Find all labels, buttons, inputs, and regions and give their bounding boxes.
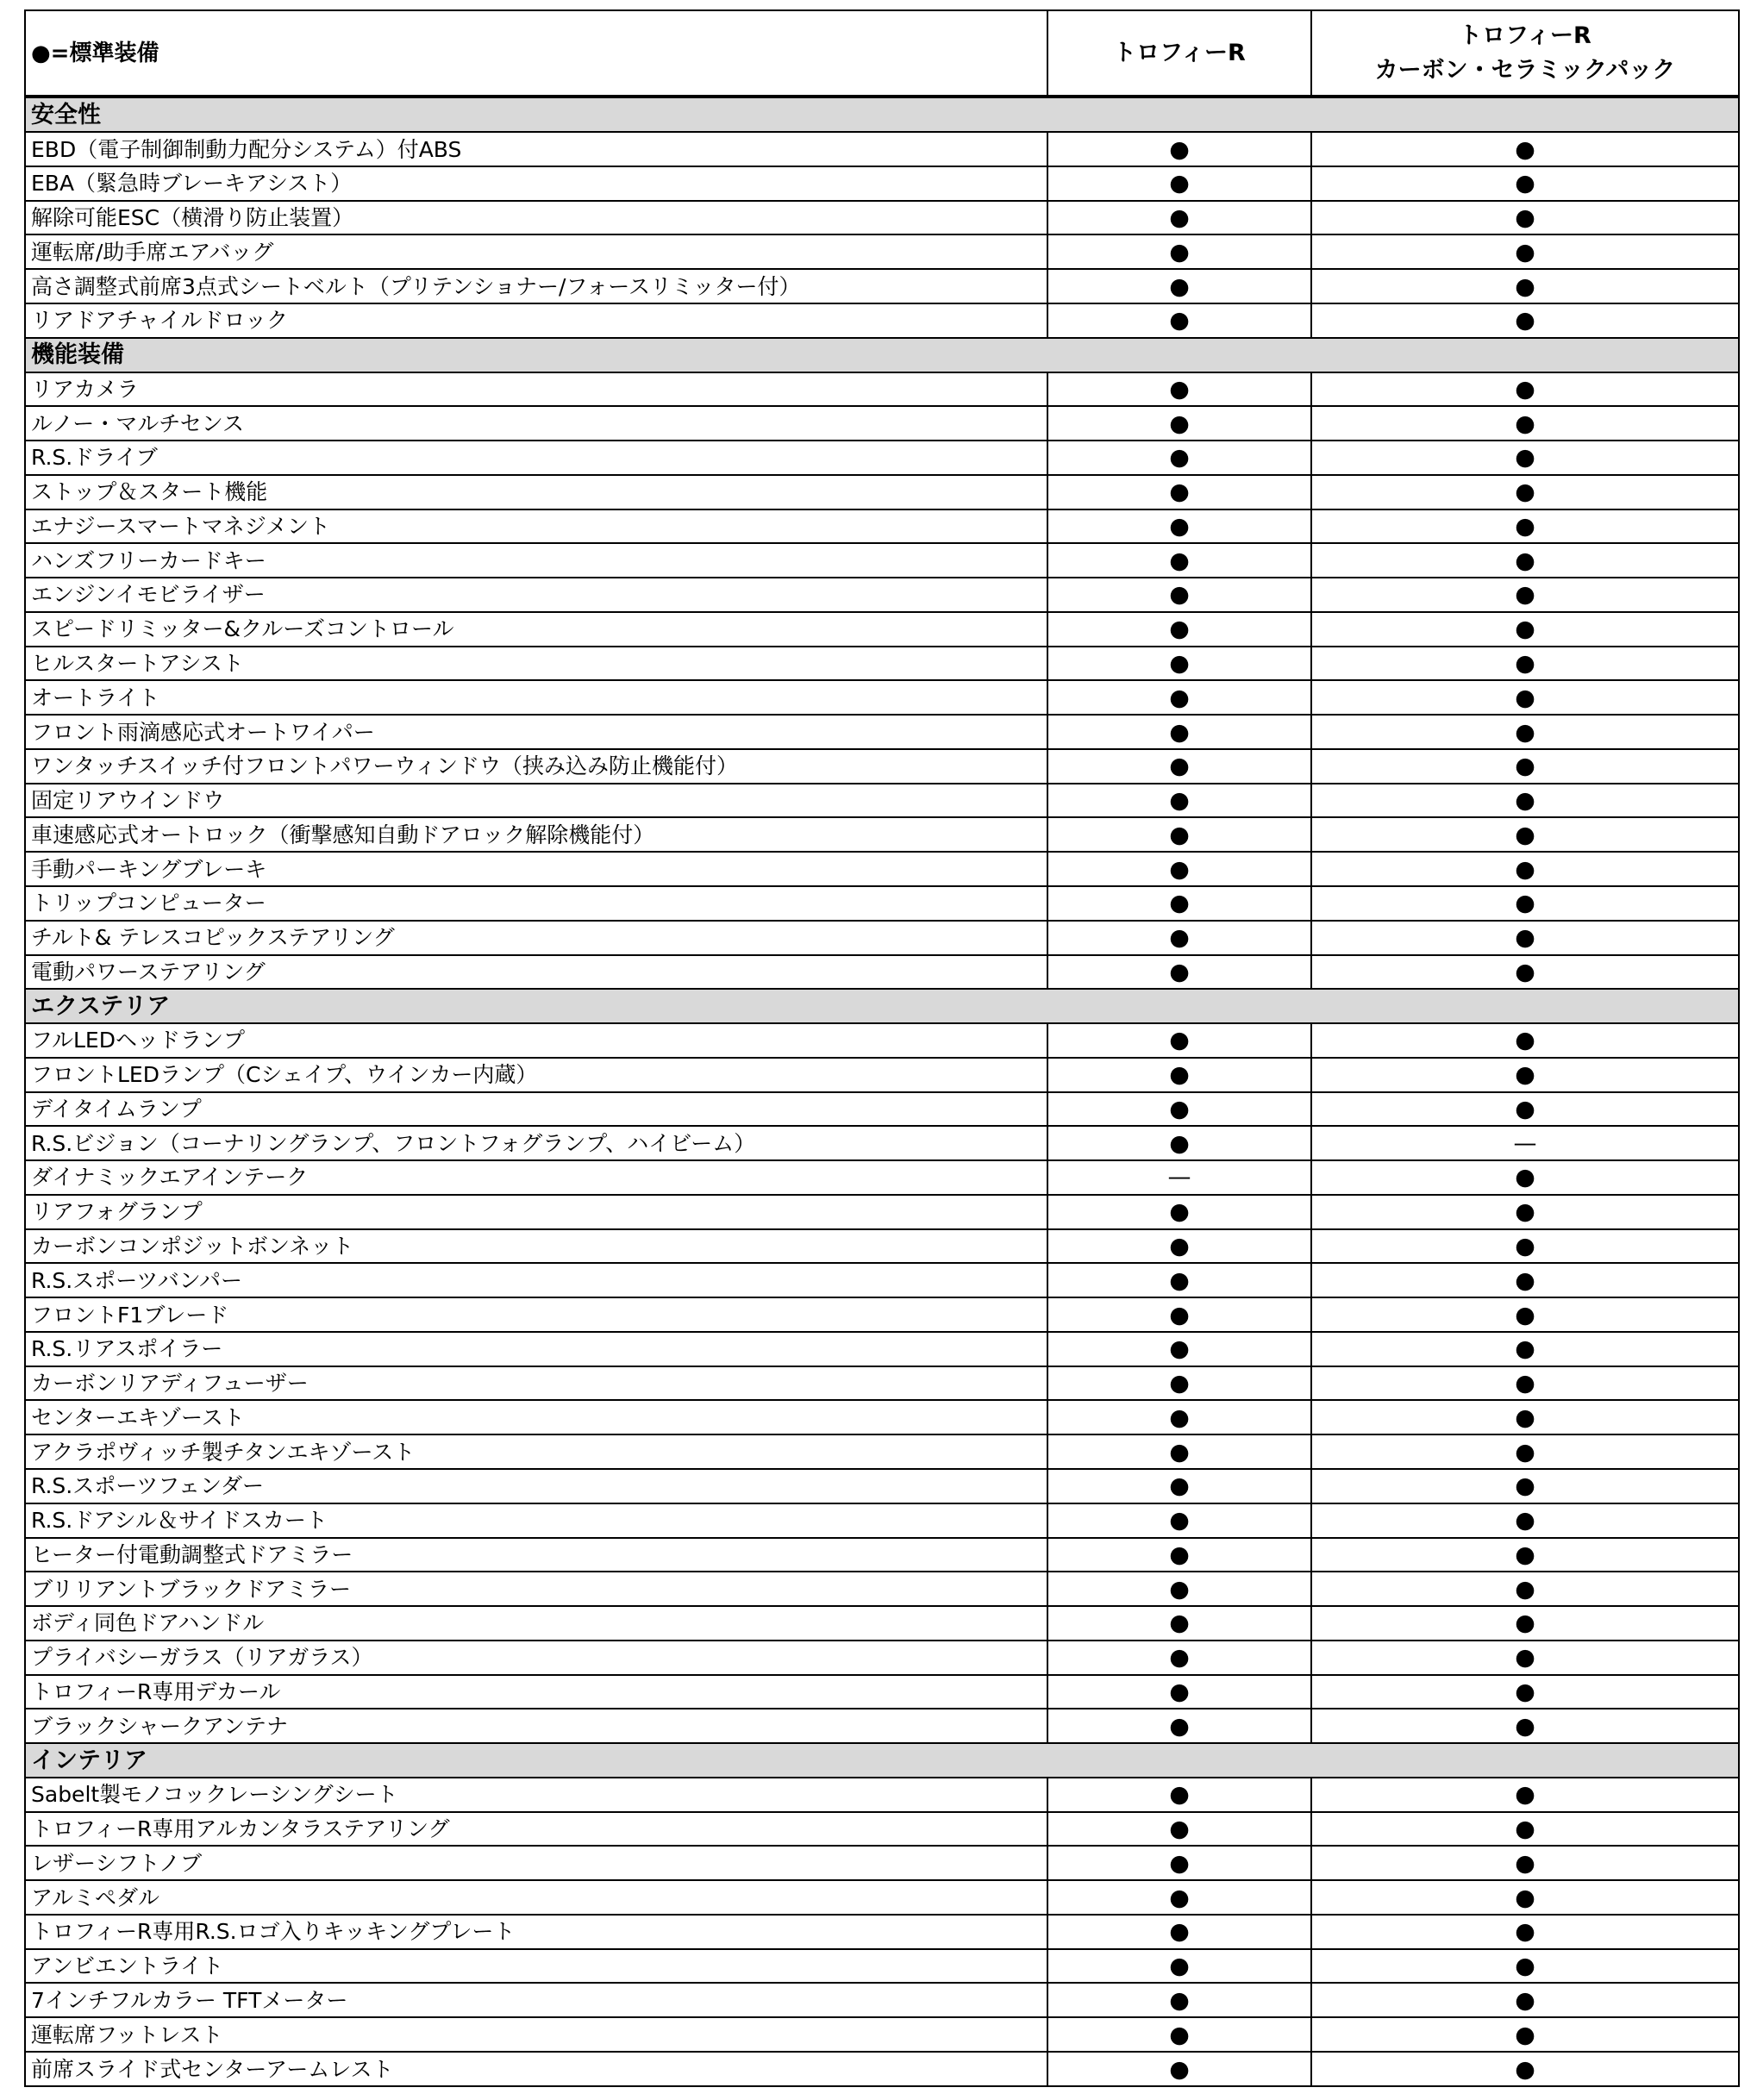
carbon-ceramic-mark: ● xyxy=(1311,921,1739,955)
carbon-ceramic-mark: ● xyxy=(1311,1983,1739,2017)
trophy-r-mark: ● xyxy=(1047,1880,1311,1915)
table-row xyxy=(25,784,1739,818)
carbon-ceramic-mark: ● xyxy=(1311,1400,1739,1434)
carbon-ceramic-mark: ● xyxy=(1311,817,1739,852)
carbon-ceramic-mark: ● xyxy=(1311,1675,1739,1709)
trophy-r-mark: ● xyxy=(1047,1983,1311,2017)
equipment-label: ブラックシャークアンテナ xyxy=(25,1709,1047,1743)
trophy-r-mark: ● xyxy=(1047,1503,1311,1538)
trophy-r-mark: ● xyxy=(1047,1606,1311,1641)
trophy-r-mark: ● xyxy=(1047,715,1311,749)
table-row xyxy=(25,1606,1739,1641)
equipment-label: 7インチフルカラー TFTメーター xyxy=(25,1983,1047,2017)
table-row xyxy=(25,852,1739,886)
trophy-r-mark: ● xyxy=(1047,201,1311,235)
section-header-functional-equipment xyxy=(25,338,1739,372)
carbon-ceramic-mark: ● xyxy=(1311,1812,1739,1847)
table-row xyxy=(25,441,1739,475)
equipment-label: 運転席/助手席エアバッグ xyxy=(25,234,1047,269)
trophy-r-mark: ● xyxy=(1047,1126,1311,1160)
carbon-ceramic-mark: ● xyxy=(1311,166,1739,201)
equipment-label: 高さ調整式前席3点式シートベルト（プリテンショナー/フォースリミッター付） xyxy=(25,269,1047,303)
equipment-label: レザーシフトノブ xyxy=(25,1846,1047,1880)
section-header-exterior xyxy=(25,989,1739,1023)
carbon-ceramic-mark: ● xyxy=(1311,1366,1739,1401)
trophy-r-mark: ● xyxy=(1047,647,1311,681)
trophy-r-mark: ● xyxy=(1047,1709,1311,1743)
equipment-label: センターエキゾースト xyxy=(25,1400,1047,1434)
table-row xyxy=(25,303,1739,338)
equipment-label: ダイナミックエアインテーク xyxy=(25,1160,1047,1195)
trophy-r-mark: ● xyxy=(1047,441,1311,475)
carbon-ceramic-mark: ● xyxy=(1311,578,1739,612)
table-row xyxy=(25,612,1739,647)
carbon-ceramic-mark: ● xyxy=(1311,647,1739,681)
equipment-label: プライバシーガラス（リアガラス） xyxy=(25,1641,1047,1675)
carbon-ceramic-mark: ● xyxy=(1311,475,1739,509)
equipment-label: リアカメラ xyxy=(25,372,1047,407)
trophy-r-mark: ● xyxy=(1047,1023,1311,1058)
carbon-ceramic-mark: ● xyxy=(1311,1846,1739,1880)
trophy-r-mark: ● xyxy=(1047,1469,1311,1503)
trophy-r-mark: ● xyxy=(1047,132,1311,166)
table-row xyxy=(25,886,1739,921)
equipment-label: デイタイムランプ xyxy=(25,1092,1047,1127)
trophy-r-mark: ● xyxy=(1047,1572,1311,1606)
trophy-r-mark: ● xyxy=(1047,475,1311,509)
equipment-label: 電動パワーステアリング xyxy=(25,955,1047,990)
carbon-ceramic-mark: ● xyxy=(1311,2052,1739,2086)
trophy-r-mark: ● xyxy=(1047,1434,1311,1469)
trophy-r-mark: ● xyxy=(1047,1915,1311,1949)
table-row xyxy=(25,166,1739,201)
section-title: 機能装備 xyxy=(25,338,1739,372)
carbon-ceramic-mark: ● xyxy=(1311,852,1739,886)
trophy-r-mark: ● xyxy=(1047,1778,1311,1812)
equipment-label: フロント雨滴感応式オートワイパー xyxy=(25,715,1047,749)
equipment-label: フロントF1ブレード xyxy=(25,1297,1047,1332)
trophy-r-mark: ● xyxy=(1047,578,1311,612)
trophy-r-mark: ● xyxy=(1047,817,1311,852)
table-row xyxy=(25,1949,1739,1984)
column-header-carbon-line1: トロフィーR xyxy=(1459,22,1591,50)
equipment-label: トロフィーR専用アルカンタラステアリング xyxy=(25,1812,1047,1847)
carbon-ceramic-mark: ● xyxy=(1311,784,1739,818)
section-title: 安全性 xyxy=(25,97,1739,132)
equipment-spec-table xyxy=(24,9,1740,2087)
table-row xyxy=(25,1092,1739,1127)
carbon-ceramic-mark: ● xyxy=(1311,955,1739,990)
trophy-r-mark: ● xyxy=(1047,1092,1311,1127)
table-row xyxy=(25,406,1739,441)
table-row xyxy=(25,817,1739,852)
equipment-label: ヒルスタートアシスト xyxy=(25,647,1047,681)
trophy-r-mark: ● xyxy=(1047,749,1311,784)
table-row xyxy=(25,1709,1739,1743)
table-row xyxy=(25,1641,1739,1675)
table-row xyxy=(25,1915,1739,1949)
table-row xyxy=(25,1572,1739,1606)
table-row xyxy=(25,921,1739,955)
equipment-label: アクラポヴィッチ製チタンエキゾースト xyxy=(25,1434,1047,1469)
equipment-label: 車速感応式オートロック（衝撃感知自動ドアロック解除機能付） xyxy=(25,817,1047,852)
equipment-label: R.S.ビジョン（コーナリングランプ、フロントフォグランプ、ハイビーム） xyxy=(25,1126,1047,1160)
carbon-ceramic-mark: ● xyxy=(1311,132,1739,166)
table-row xyxy=(25,680,1739,715)
equipment-label: 前席スライド式センターアームレスト xyxy=(25,2052,1047,2086)
equipment-label: EBA（緊急時ブレーキアシスト） xyxy=(25,166,1047,201)
equipment-label: 手動パーキングブレーキ xyxy=(25,852,1047,886)
table-row xyxy=(25,1366,1739,1401)
equipment-label: アンビエントライト xyxy=(25,1949,1047,1984)
table-row xyxy=(25,1983,1739,2017)
equipment-label: カーボンコンポジットボンネット xyxy=(25,1229,1047,1264)
table-row xyxy=(25,2052,1739,2086)
equipment-label: Sabelt製モノコックレーシングシート xyxy=(25,1778,1047,1812)
carbon-ceramic-mark: ● xyxy=(1311,234,1739,269)
table-row xyxy=(25,749,1739,784)
trophy-r-mark: ● xyxy=(1047,1538,1311,1572)
carbon-ceramic-mark: ● xyxy=(1311,1915,1739,1949)
equipment-label: 運転席フットレスト xyxy=(25,2017,1047,2052)
trophy-r-mark: ● xyxy=(1047,886,1311,921)
column-header-trophy-r-label: トロフィーR xyxy=(1113,39,1246,66)
trophy-r-mark: ● xyxy=(1047,1675,1311,1709)
table-row xyxy=(25,955,1739,990)
equipment-label: R.S.スポーツフェンダー xyxy=(25,1469,1047,1503)
equipment-label: チルト& テレスコピックステアリング xyxy=(25,921,1047,955)
carbon-ceramic-mark: ● xyxy=(1311,406,1739,441)
equipment-label: ルノー・マルチセンス xyxy=(25,406,1047,441)
carbon-ceramic-mark: ● xyxy=(1311,1949,1739,1984)
carbon-ceramic-mark: ● xyxy=(1311,303,1739,338)
column-header-trophy-r xyxy=(1047,10,1311,97)
table-row xyxy=(25,1778,1739,1812)
table-row xyxy=(25,1434,1739,1469)
equipment-label: オートライト xyxy=(25,680,1047,715)
table-row xyxy=(25,1023,1739,1058)
equipment-label: カーボンリアディフューザー xyxy=(25,1366,1047,1401)
spec-table-body xyxy=(25,10,1739,2086)
equipment-label: R.S.スポーツバンパー xyxy=(25,1263,1047,1297)
table-row xyxy=(25,1126,1739,1160)
carbon-ceramic-mark: — xyxy=(1311,1126,1739,1160)
carbon-ceramic-mark: ● xyxy=(1311,1195,1739,1229)
carbon-ceramic-mark: ● xyxy=(1311,1469,1739,1503)
table-row xyxy=(25,1195,1739,1229)
carbon-ceramic-mark: ● xyxy=(1311,1709,1739,1743)
trophy-r-mark: ● xyxy=(1047,1195,1311,1229)
table-row xyxy=(25,509,1739,544)
table-row xyxy=(25,1846,1739,1880)
equipment-label: R.S.ドアシル＆サイドスカート xyxy=(25,1503,1047,1538)
table-row xyxy=(25,715,1739,749)
trophy-r-mark: ● xyxy=(1047,2052,1311,2086)
carbon-ceramic-mark: ● xyxy=(1311,201,1739,235)
trophy-r-mark: ● xyxy=(1047,1812,1311,1847)
section-header-safety xyxy=(25,97,1739,132)
table-row xyxy=(25,1263,1739,1297)
carbon-ceramic-mark: ● xyxy=(1311,1092,1739,1127)
trophy-r-mark: — xyxy=(1047,1160,1311,1195)
trophy-r-mark: ● xyxy=(1047,680,1311,715)
table-row xyxy=(25,1675,1739,1709)
table-row xyxy=(25,475,1739,509)
equipment-label: スピードリミッター&クルーズコントロール xyxy=(25,612,1047,647)
trophy-r-mark: ● xyxy=(1047,1058,1311,1092)
trophy-r-mark: ● xyxy=(1047,612,1311,647)
carbon-ceramic-mark: ● xyxy=(1311,1263,1739,1297)
table-row xyxy=(25,1538,1739,1572)
trophy-r-mark: ● xyxy=(1047,921,1311,955)
table-row xyxy=(25,1469,1739,1503)
carbon-ceramic-mark: ● xyxy=(1311,1778,1739,1812)
table-row xyxy=(25,1503,1739,1538)
table-row xyxy=(25,372,1739,407)
equipment-label: フロントLEDランプ（Cシェイプ、ウインカー内蔵） xyxy=(25,1058,1047,1092)
table-row xyxy=(25,269,1739,303)
carbon-ceramic-mark: ● xyxy=(1311,749,1739,784)
carbon-ceramic-mark: ● xyxy=(1311,1023,1739,1058)
trophy-r-mark: ● xyxy=(1047,406,1311,441)
equipment-label: トリップコンピューター xyxy=(25,886,1047,921)
trophy-r-mark: ● xyxy=(1047,234,1311,269)
trophy-r-mark: ● xyxy=(1047,1263,1311,1297)
carbon-ceramic-mark: ● xyxy=(1311,1880,1739,1915)
carbon-ceramic-mark: ● xyxy=(1311,1058,1739,1092)
equipment-label: エナジースマートマネジメント xyxy=(25,509,1047,544)
table-row xyxy=(25,1058,1739,1092)
carbon-ceramic-mark: ● xyxy=(1311,612,1739,647)
carbon-ceramic-mark: ● xyxy=(1311,1606,1739,1641)
equipment-label: ストップ＆スタート機能 xyxy=(25,475,1047,509)
equipment-label: R.S.リアスポイラー xyxy=(25,1332,1047,1366)
trophy-r-mark: ● xyxy=(1047,303,1311,338)
table-header-row xyxy=(25,10,1739,97)
carbon-ceramic-mark: ● xyxy=(1311,441,1739,475)
equipment-label: 解除可能ESC（横滑り防止装置） xyxy=(25,201,1047,235)
trophy-r-mark: ● xyxy=(1047,1366,1311,1401)
trophy-r-mark: ● xyxy=(1047,2017,1311,2052)
column-header-carbon-line2: カーボン・セラミックパック xyxy=(1374,56,1676,84)
table-row xyxy=(25,201,1739,235)
trophy-r-mark: ● xyxy=(1047,1229,1311,1264)
equipment-label: リアドアチャイルドロック xyxy=(25,303,1047,338)
equipment-label: トロフィーR専用デカール xyxy=(25,1675,1047,1709)
equipment-label: ハンズフリーカードキー xyxy=(25,543,1047,578)
equipment-label: ボディ同色ドアハンドル xyxy=(25,1606,1047,1641)
carbon-ceramic-mark: ● xyxy=(1311,680,1739,715)
table-row xyxy=(25,647,1739,681)
trophy-r-mark: ● xyxy=(1047,1332,1311,1366)
table-row xyxy=(25,1229,1739,1264)
equipment-label: フルLEDヘッドランプ xyxy=(25,1023,1047,1058)
table-row xyxy=(25,234,1739,269)
equipment-label: リアフォグランプ xyxy=(25,1195,1047,1229)
column-header-carbon-ceramic-pack xyxy=(1311,10,1739,97)
carbon-ceramic-mark: ● xyxy=(1311,1297,1739,1332)
trophy-r-mark: ● xyxy=(1047,955,1311,990)
equipment-label: ワンタッチスイッチ付フロントパワーウィンドウ（挟み込み防止機能付） xyxy=(25,749,1047,784)
trophy-r-mark: ● xyxy=(1047,1400,1311,1434)
table-row xyxy=(25,2017,1739,2052)
carbon-ceramic-mark: ● xyxy=(1311,1229,1739,1264)
table-row xyxy=(25,1297,1739,1332)
table-row xyxy=(25,1880,1739,1915)
equipment-label: EBD（電子制御制動力配分システム）付ABS xyxy=(25,132,1047,166)
trophy-r-mark: ● xyxy=(1047,543,1311,578)
trophy-r-mark: ● xyxy=(1047,372,1311,407)
equipment-label: アルミペダル xyxy=(25,1880,1047,1915)
table-row xyxy=(25,543,1739,578)
table-row xyxy=(25,1160,1739,1195)
carbon-ceramic-mark: ● xyxy=(1311,1434,1739,1469)
trophy-r-mark: ● xyxy=(1047,509,1311,544)
carbon-ceramic-mark: ● xyxy=(1311,1332,1739,1366)
carbon-ceramic-mark: ● xyxy=(1311,2017,1739,2052)
table-row xyxy=(25,1400,1739,1434)
carbon-ceramic-mark: ● xyxy=(1311,509,1739,544)
table-row xyxy=(25,132,1739,166)
trophy-r-mark: ● xyxy=(1047,166,1311,201)
trophy-r-mark: ● xyxy=(1047,1949,1311,1984)
carbon-ceramic-mark: ● xyxy=(1311,886,1739,921)
equipment-label: 固定リアウインドウ xyxy=(25,784,1047,818)
carbon-ceramic-mark: ● xyxy=(1311,372,1739,407)
table-row xyxy=(25,1332,1739,1366)
carbon-ceramic-mark: ● xyxy=(1311,1160,1739,1195)
carbon-ceramic-mark: ● xyxy=(1311,1572,1739,1606)
carbon-ceramic-mark: ● xyxy=(1311,543,1739,578)
carbon-ceramic-mark: ● xyxy=(1311,1503,1739,1538)
carbon-ceramic-mark: ● xyxy=(1311,715,1739,749)
carbon-ceramic-mark: ● xyxy=(1311,1538,1739,1572)
trophy-r-mark: ● xyxy=(1047,852,1311,886)
trophy-r-mark: ● xyxy=(1047,1641,1311,1675)
section-title: インテリア xyxy=(25,1743,1739,1778)
trophy-r-mark: ● xyxy=(1047,269,1311,303)
trophy-r-mark: ● xyxy=(1047,1297,1311,1332)
equipment-label: ブリリアントブラックドアミラー xyxy=(25,1572,1047,1606)
table-row xyxy=(25,1812,1739,1847)
legend-standard-equipment: ●=標準装備 xyxy=(25,10,1047,97)
equipment-label: トロフィーR専用R.S.ロゴ入りキッキングプレート xyxy=(25,1915,1047,1949)
carbon-ceramic-mark: ● xyxy=(1311,1641,1739,1675)
trophy-r-mark: ● xyxy=(1047,784,1311,818)
equipment-label: ヒーター付電動調整式ドアミラー xyxy=(25,1538,1047,1572)
equipment-label: R.S.ドライブ xyxy=(25,441,1047,475)
section-title: エクステリア xyxy=(25,989,1739,1023)
trophy-r-mark: ● xyxy=(1047,1846,1311,1880)
equipment-label: エンジンイモビライザー xyxy=(25,578,1047,612)
carbon-ceramic-mark: ● xyxy=(1311,269,1739,303)
section-header-interior xyxy=(25,1743,1739,1778)
table-row xyxy=(25,578,1739,612)
